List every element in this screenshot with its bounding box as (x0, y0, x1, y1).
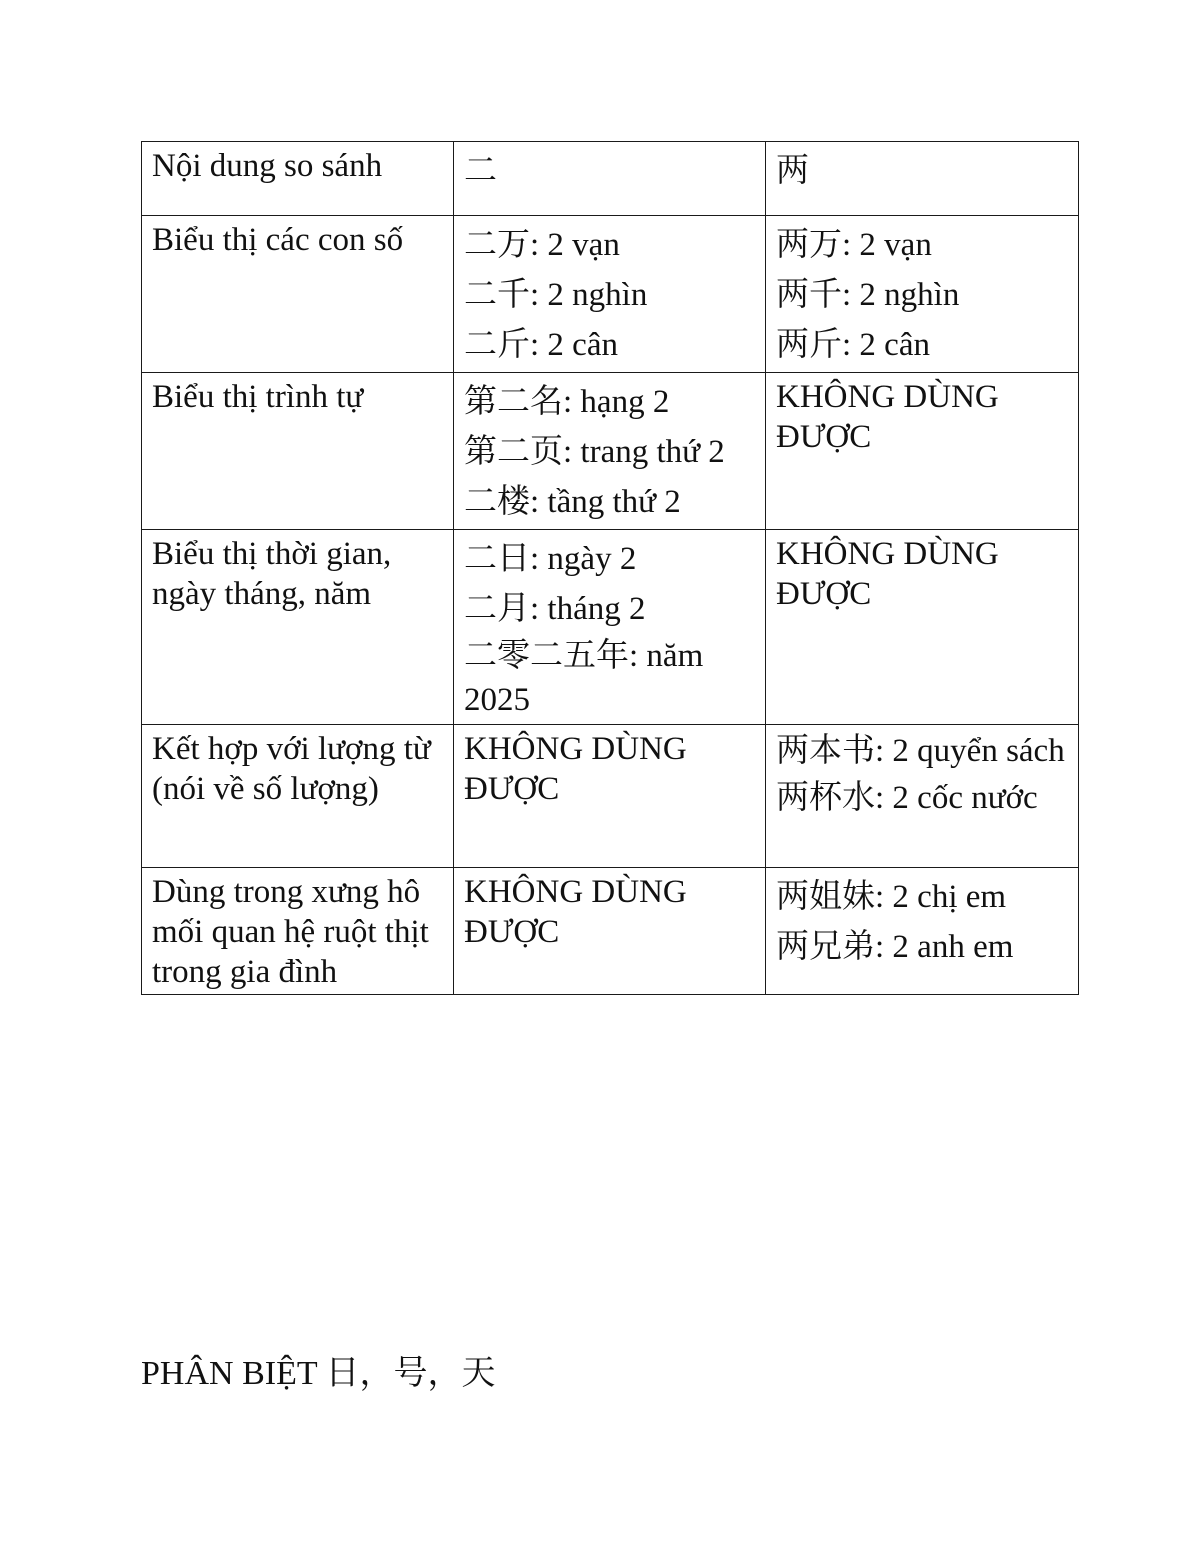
er-example: 第二页: trang thứ 2 (464, 434, 725, 470)
er-cell (454, 373, 766, 530)
table-row (142, 216, 1079, 373)
row-label: Dùng trong xưng hô mối quan hệ ruột thịt trong gia đình (152, 874, 429, 990)
table-row (142, 530, 1079, 725)
header-cell-liang (766, 142, 1079, 216)
row-label-cell (142, 530, 454, 725)
header-criteria-text: Nội dung so sánh (152, 148, 383, 184)
er-example: 二万: 2 vạn (464, 227, 620, 263)
liang-cell (766, 868, 1079, 995)
header-cell-criteria (142, 142, 454, 216)
liang-cell (766, 216, 1079, 373)
row-label-cell (142, 725, 454, 868)
liang-example: 两万: 2 vạn (776, 227, 932, 263)
header-cell-er (454, 142, 766, 216)
table-row (142, 868, 1079, 995)
table-row (142, 373, 1079, 530)
row-label-cell (142, 868, 454, 995)
er-cell (454, 725, 766, 868)
table-row (142, 725, 1079, 868)
header-er-text: 二 (464, 153, 497, 189)
liang-example: 两千: 2 nghìn (776, 277, 960, 313)
not-usable-text: KHÔNG DÙNG ĐƯỢC (776, 379, 999, 455)
er-example: 二日: ngày 2 (464, 541, 637, 577)
er-example: 二月: tháng 2 (464, 591, 646, 627)
section-heading: PHÂN BIỆT 日，号，天 (141, 1355, 496, 1392)
er-example: 二斤: 2 cân (464, 327, 618, 363)
table-header-row (142, 142, 1079, 216)
row-label: Biểu thị trình tự (152, 379, 364, 415)
liang-cell (766, 373, 1079, 530)
row-label: Kết hợp với lượng từ (nói về số lượng) (152, 731, 431, 807)
row-label: Biểu thị thời gian, ngày tháng, năm (152, 536, 392, 612)
comparison-table (141, 141, 1079, 995)
liang-cell (766, 725, 1079, 868)
not-usable-text: KHÔNG DÙNG ĐƯỢC (776, 536, 999, 612)
er-cell (454, 216, 766, 373)
er-example: 第二名: hạng 2 (464, 384, 670, 420)
liang-cell (766, 530, 1079, 725)
liang-example: 两兄弟: 2 anh em (776, 929, 1014, 965)
row-label: Biểu thị các con số (152, 222, 404, 258)
not-usable-text: KHÔNG DÙNG ĐƯỢC (464, 874, 687, 950)
header-liang-text: 两 (776, 153, 809, 189)
er-cell (454, 530, 766, 725)
liang-example: 两本书: 2 quyển sách (776, 733, 1065, 769)
er-example: 二零二五年: năm 2025 (464, 638, 704, 718)
not-usable-text: KHÔNG DÙNG ĐƯỢC (464, 731, 687, 807)
liang-example: 两姐妹: 2 chị em (776, 879, 1007, 915)
er-example: 二千: 2 nghìn (464, 277, 648, 313)
row-label-cell (142, 373, 454, 530)
er-example: 二楼: tầng thứ 2 (464, 484, 681, 520)
row-label-cell (142, 216, 454, 373)
liang-example: 两斤: 2 cân (776, 327, 930, 363)
er-cell (454, 868, 766, 995)
liang-example: 两杯水: 2 cốc nước (776, 780, 1038, 816)
